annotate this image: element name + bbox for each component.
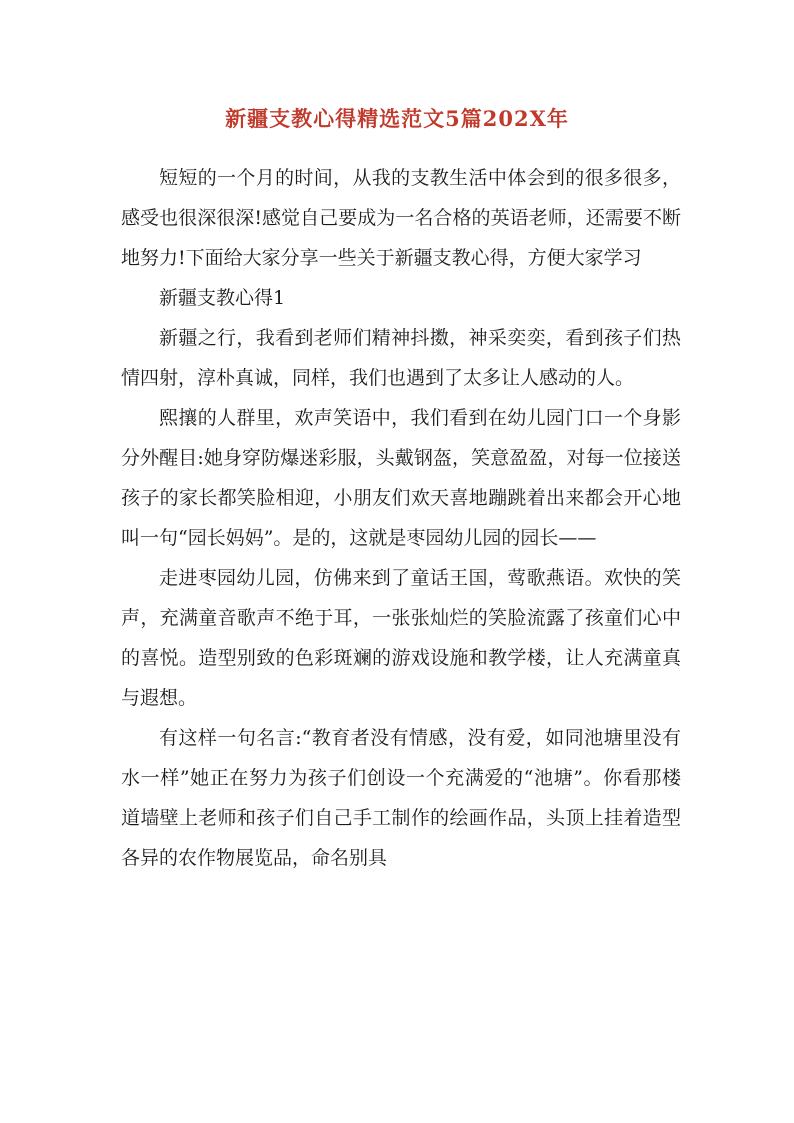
body-paragraph: 熙攘的人群里，欢声笑语中，我们看到在幼儿园门口一个身影分外醒目:她身穿防爆迷彩服，头戴钢盔，笑意盈盈，对每一位接送孩子的家长都笑脸相迎，小朋友们欢天喜地蹦跳着出来都会开心地叫一句“园长妈妈”。是的，这就是枣园幼儿园的园长—— xyxy=(121,407,681,549)
document-body xyxy=(121,158,681,878)
section-heading: 新疆支教心得1 xyxy=(159,287,286,309)
body-paragraph: 走进枣园幼儿园，仿佛来到了童话王国，莺歌燕语。欢快的笑声，充满童音歌声不绝于耳，一张张灿烂的笑脸流露了孩童们心中的喜悦。造型别致的色彩斑斓的游戏设施和教学楼，让人充满童真与遐想。 xyxy=(121,567,681,709)
intro-paragraph: 短短的一个月的时间，从我的支教生活中体会到的很多很多，感受也很深很深!感觉自己要成为一名合格的英语老师，还需要不断地努力!下面给大家分享一些关于新疆支教心得，方便大家学习 xyxy=(121,167,681,269)
document-title: 新疆支教心得精选范文5篇202X年 xyxy=(225,106,569,131)
body-paragraph: 新疆之行，我看到老师们精神抖擞，神采奕奕，看到孩子们热情四射，淳朴真诚，同样，我们也遇到了太多让人感动的人。 xyxy=(121,327,681,389)
body-paragraph: 有这样一句名言:“教育者没有情感，没有爱，如同池塘里没有水一样”她正在努力为孩子们创设一个充满爱的“池塘”。你看那楼道墙壁上老师和孩子们自己手工制作的绘画作品，头顶上挂着造型各异的农作物展览品，命名别具 xyxy=(121,727,681,869)
